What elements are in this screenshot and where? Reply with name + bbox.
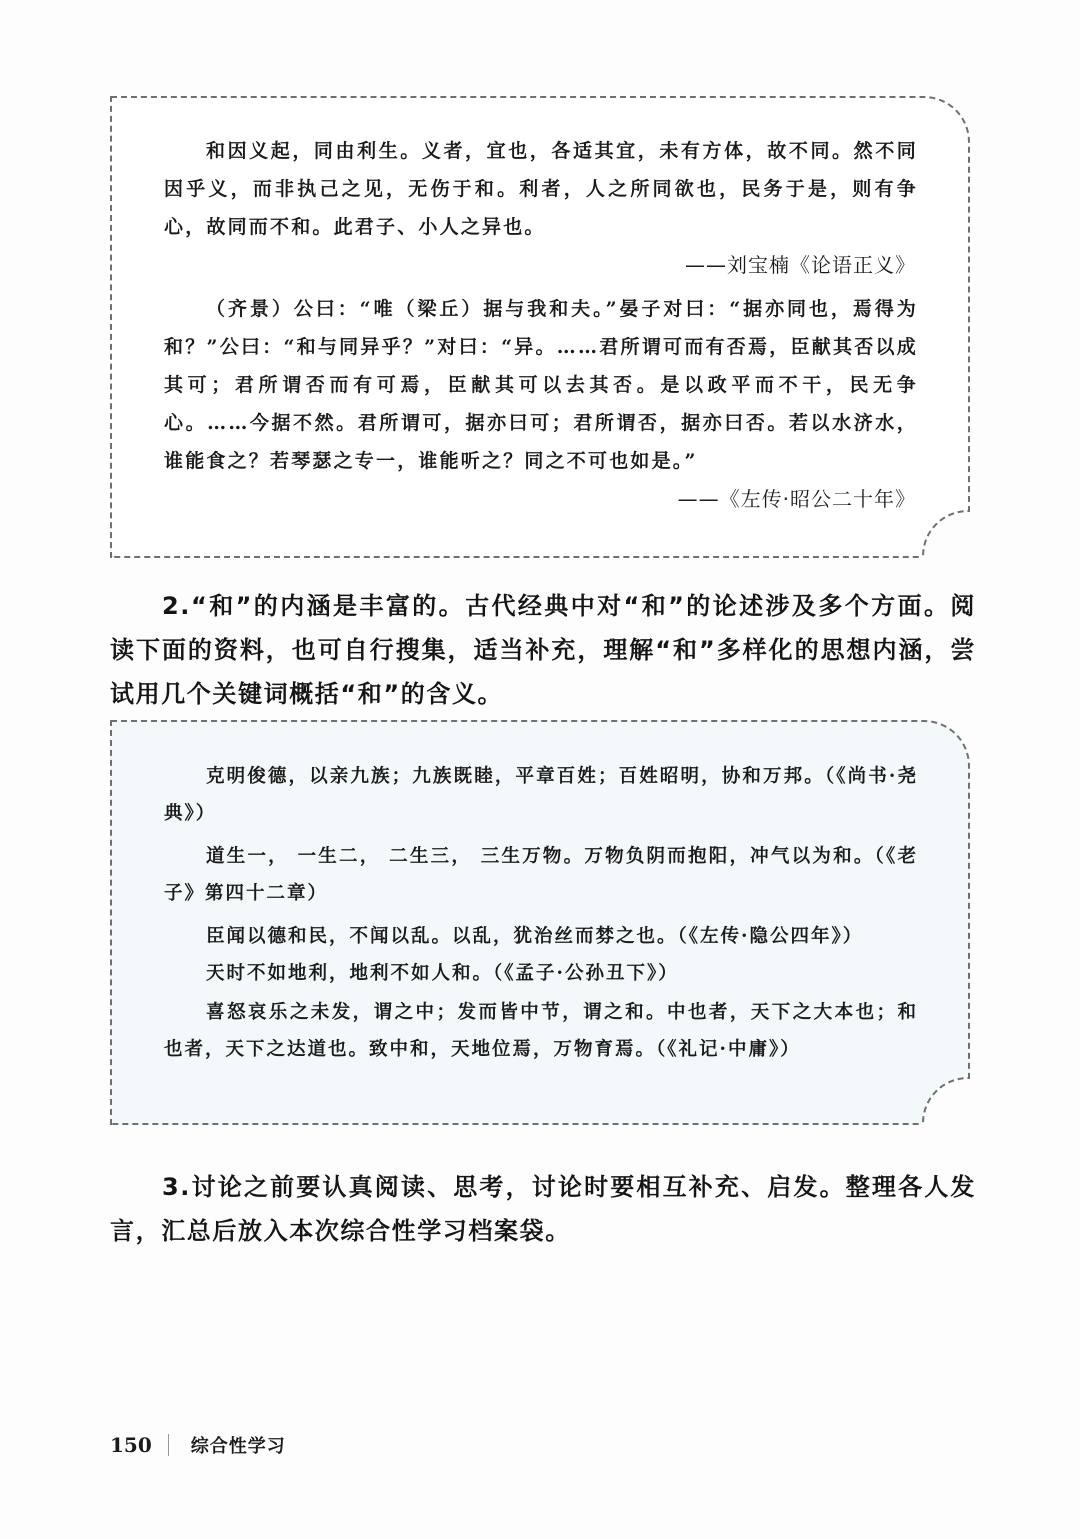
- quote-box-1: [110, 96, 970, 558]
- classic-quote: 克明俊德，以亲九族；九族既睦，平章百姓；百姓昭明，协和万邦。（《尚书·尧典》）: [164, 766, 918, 824]
- page-number: 150: [110, 1433, 152, 1457]
- footer-divider: [168, 1434, 169, 1456]
- quote-box-2: [110, 720, 970, 1125]
- classic-quote: 喜怒哀乐之未发，谓之中；发而皆中节，谓之和。中也者，天下之大本也；和也者，天下之达道也。致中和，天地位焉，万物育焉。（《礼记·中庸》）: [164, 1002, 918, 1060]
- source-zuozhuan: ——《左传·昭公二十年》: [677, 487, 916, 511]
- classic-quote: 天时不如地利，地利不如人和。（《孟子·公孙丑下》）: [206, 963, 679, 984]
- classic-quote: 臣闻以德和民，不闻以乱。以乱，犹治丝而棼之也。（《左传·隐公四年》）: [206, 926, 864, 947]
- quote-liu-baonan: 和因义起，同由利生。义者，宜也，各适其宜，未有方体，故不同。然不同因乎义，而非执己之见，无伤于和。利者，人之所同欲也，民务于是，则有争心，故同而不和。此君子、小人之异也。: [164, 140, 918, 238]
- section-title: 综合性学习: [190, 1436, 286, 1457]
- classic-quote: 道生一， 一生二， 二生三， 三生万物。万物负阴而抱阳，冲气以为和。（《老子》第四十二章）: [164, 846, 918, 904]
- quote-zuozhuan: （齐景）公曰：“唯（梁丘）据与我和夫。”晏子对曰：“据亦同也，焉得为和？”公曰：“和与同异乎？”对曰：“异。……君所谓可而有否焉，臣献其否以成其可；君所谓否而有可焉，臣献其可以去其否。是以政平而不干，民无争心。……今据不然。君所谓可，据亦曰可；君所谓否，据亦曰否。若以水济水，谁能食之？若琴瑟之专一，谁能听之？同之不可也如是。”: [164, 298, 918, 472]
- page-footer: [110, 1432, 286, 1458]
- task-3-text: 3.讨论之前要认真阅读、思考，讨论时要相互补充、启发。整理各人发言，汇总后放入本次综合性学习档案袋。: [110, 1173, 976, 1245]
- box-corner-notch: [922, 1077, 970, 1125]
- task-2-text: 2.“和”的内涵是丰富的。古代经典中对“和”的论述涉及多个方面。阅读下面的资料，也可自行搜集，适当补充，理解“和”多样化的思想内涵，尝试用几个关键词概括“和”的含义。: [110, 592, 976, 708]
- source-liu-baonan: ——刘宝楠《论语正义》: [685, 253, 916, 277]
